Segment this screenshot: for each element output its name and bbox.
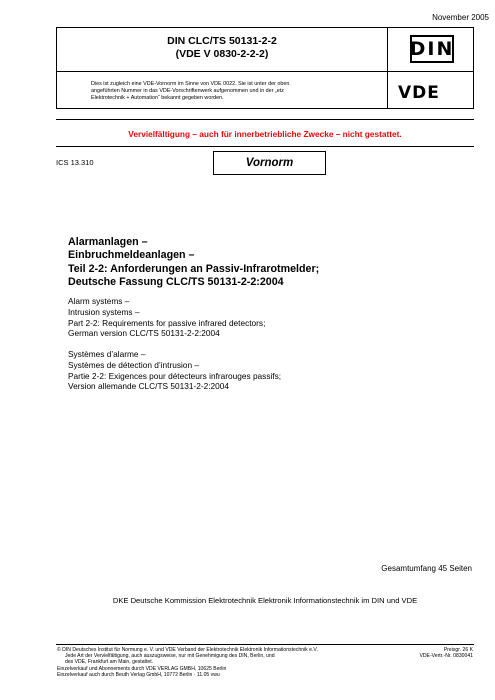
issue-date: November 2005: [432, 13, 489, 22]
title-line: Einbruchmeldeanlagen –: [68, 249, 195, 262]
footer-line: des VDE, Frankfurt am Main, gestattet.: [65, 659, 154, 666]
copyright-notice: [57, 647, 397, 678]
footer-line: Einzelverkauf auch durch Beuth Verlag GmbH, 10772 Berlin · 11.05 vwu: [57, 671, 220, 678]
total-pages: Gesamtumfang 45 Seiten: [381, 564, 472, 573]
vde-number: (VDE V 0830-2-2-2): [175, 48, 269, 60]
vde-note-line: Dies ist zugleich eine VDE-Vornorm im Sinne von VDE 0022. Sie ist unter der oben: [91, 81, 290, 87]
title-german: [68, 236, 468, 289]
price-group: Preisgr. 26 K: [443, 647, 473, 653]
copy-warning: Vervielfältigung – auch für innerbetriebliche Zwecke – nicht gestattet.: [128, 129, 402, 139]
title-line: Part 2-2: Requirements for passive infrared detectors;: [68, 317, 266, 328]
title-line: Alarm systems –: [68, 296, 130, 306]
vde-logo-cell: [388, 72, 473, 108]
title-line: Intrusion systems –: [68, 306, 140, 317]
din-number: DIN CLC/TS 50131-2-2: [167, 35, 277, 47]
price-info: [419, 647, 473, 659]
vde-logo: VDE: [398, 83, 440, 103]
committee-name: DKE Deutsche Kommission Elektrotechnik Elektronik Informationstechnik im DIN und VDE: [112, 596, 418, 605]
title-line: German version CLC/TS 50131-2-2:2004: [68, 328, 220, 339]
footer-line: Jede Art der Vervielfältigung, auch auszugsweise, nur mit Genehmigung des DIN, Berlin, und: [65, 653, 275, 660]
vde-note-line: angeführten Nummer in das VDE-Vorschriftenwerk aufgenommen und in der „etz: [91, 88, 284, 94]
title-line: Deutsche Fassung CLC/TS 50131-2-2:2004: [68, 275, 284, 288]
title-english: [68, 296, 468, 339]
divider-rule: [56, 146, 474, 147]
title-line: Systèmes d’alarme –: [68, 349, 146, 359]
title-line: Teil 2-2: Anforderungen an Passiv-Infrarotmelder;: [68, 262, 320, 275]
header-box: [56, 27, 474, 109]
title-line: Partie 2-2: Exigences pour détecteurs infrarouges passifs;: [68, 370, 282, 381]
status-badge: Vornorm: [213, 151, 326, 175]
vde-note: [91, 81, 381, 102]
footer-rule: [56, 644, 474, 645]
ics-code: ICS 13.310: [56, 158, 94, 167]
document-number: [57, 35, 387, 61]
title-line: Alarmanlagen –: [68, 236, 148, 248]
din-logo-cell: [388, 28, 473, 71]
title-line: Systèmes de détection d’intrusion –: [68, 359, 199, 370]
order-number: VDE-Vertr.-Nr. 0830041: [419, 653, 473, 660]
title-french: [68, 349, 468, 392]
din-logo: DIN: [410, 35, 454, 63]
title-line: Version allemande CLC/TS 50131-2-2:2004: [68, 381, 229, 392]
divider-rule: [56, 119, 474, 120]
footer-line: Einzelverkauf und Abonnements durch VDE VERLAG GMBH, 10625 Berlin: [57, 665, 227, 672]
footer-line: © DIN Deutsches Institut für Normung e. V. und VDE Verband der Elektrotechnik Elektronik Informationstechnik e.V.: [57, 647, 318, 653]
vde-note-line: Elektrotechnik + Automation“ bekannt gegeben worden.: [91, 95, 224, 101]
